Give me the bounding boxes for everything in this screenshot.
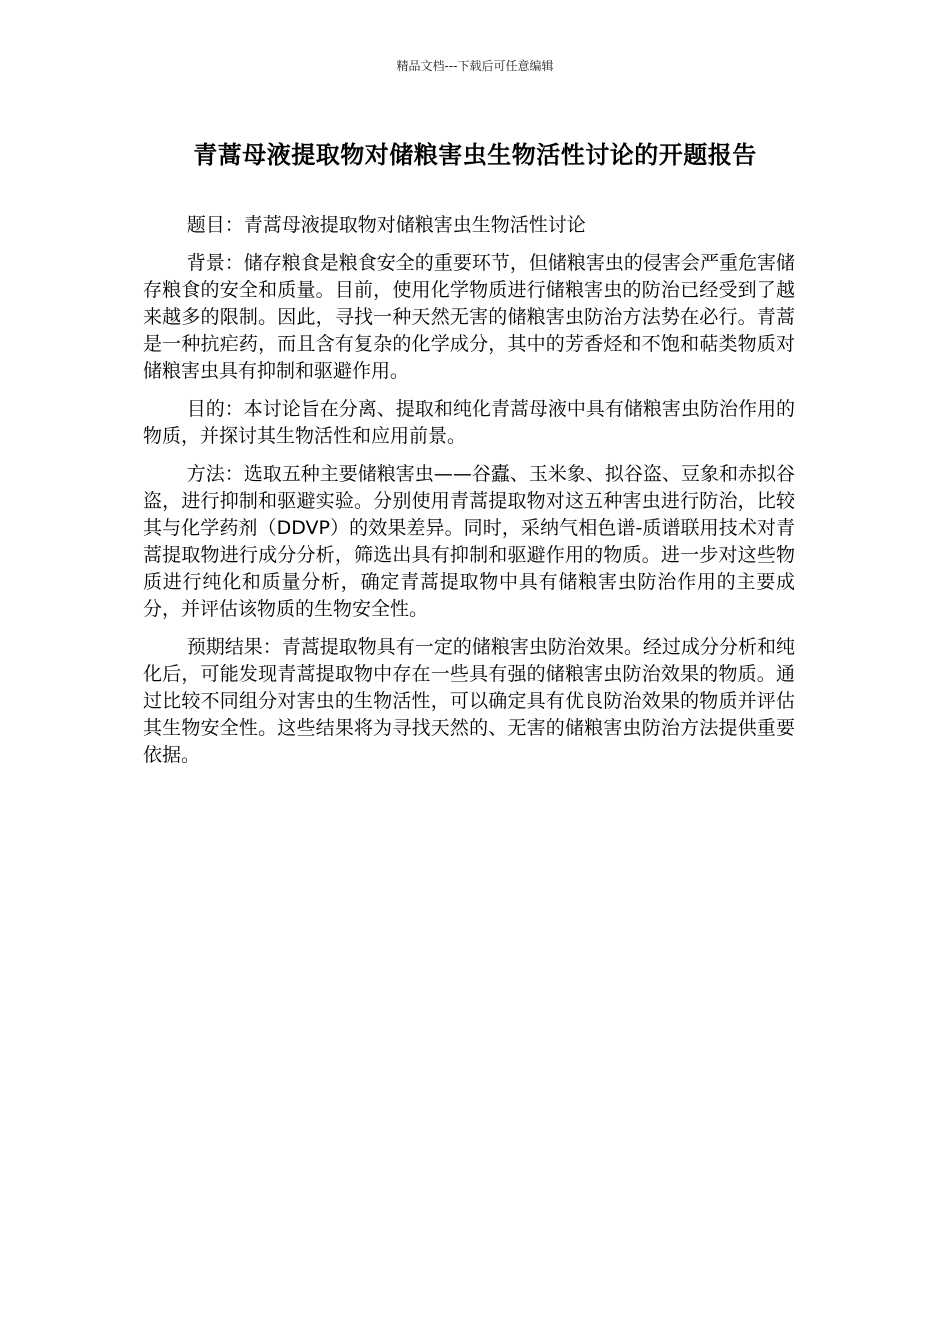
paragraph-background: 背景：储存粮食是粮食安全的重要环节，但储粮害虫的侵害会严重危害储存粮食的安全和质量。目前，使用化学物质进行储粮害虫的防治已经受到了越来越多的限制。因此，寻找一种天然无害的储粮害虫防治方法势在必行。青蒿是一种抗疟药，而且含有复杂的化学成分，其中的芳香烃和不饱和萜类物质对储粮害虫具有抑制和驱避作用。 (143, 252, 795, 382)
paragraph-purpose: 目的：本讨论旨在分离、提取和纯化青蒿母液中具有储粮害虫防治作用的物质，并探讨其生物活性和应用前景。 (143, 398, 795, 447)
document-body (143, 212, 795, 780)
document-title: 青蒿母液提取物对储粮害虫生物活性讨论的开题报告 (193, 141, 757, 169)
paragraph-expected-results: 预期结果：青蒿提取物具有一定的储粮害虫防治效果。经过成分分析和纯化后，可能发现青蒿提取物中存在一些具有强的储粮害虫防治效果的物质。通过比较不同组分对害虫的生物活性，可以确定具有优良防治效果的物质并评估其生物安全性。这些结果将为寻找天然的、无害的储粮害虫防治方法提供重要依据。 (143, 636, 795, 766)
paragraph-method: 方法：选取五种主要储粮害虫——谷蠹、玉米象、拟谷盗、豆象和赤拟谷盗，进行抑制和驱避实验。分别使用青蒿提取物对这五种害虫进行防治，比较其与化学药剂（DDVP）的效果差异。同时，采纳气相色谱-质谱联用技术对青蒿提取物进行成分分析，筛选出具有抑制和驱避作用的物质。进一步对这些物质进行纯化和质量分析，确定青蒿提取物中具有储粮害虫防治作用的主要成分，并评估该物质的生物安全性。 (143, 463, 795, 620)
page-header: 精品文档---下载后可任意编辑 (396, 59, 554, 73)
paragraph-topic: 题目：青蒿母液提取物对储粮害虫生物活性讨论 (186, 214, 586, 236)
